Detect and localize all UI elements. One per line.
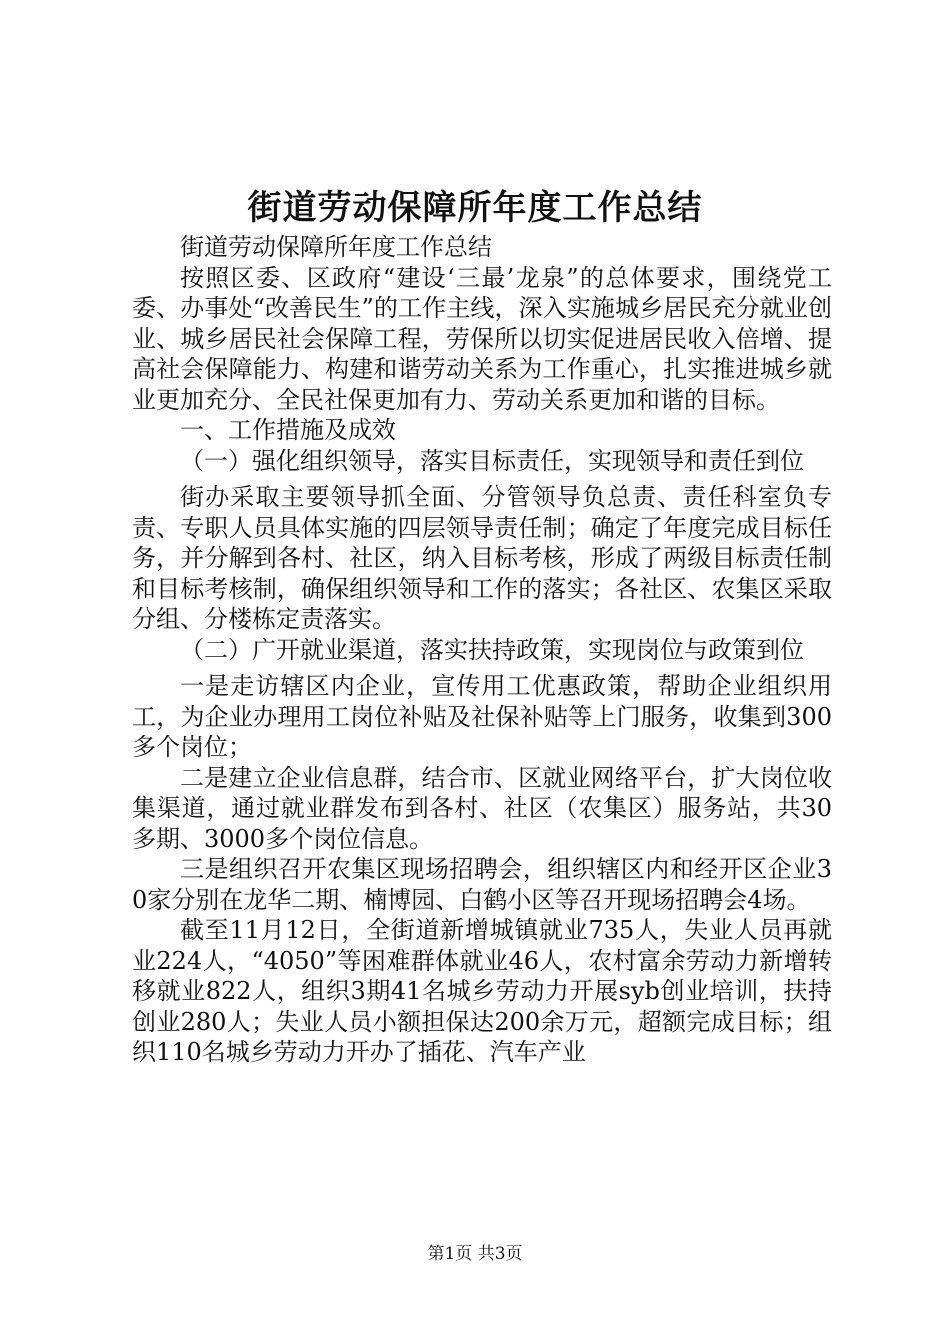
subsection-heading-2: （二）广开就业渠道，落实扶持政策，实现岗位与政策到位 <box>180 635 804 664</box>
paragraph-item-2: 二是建立企业信息群，结合市、区就业网络平台，扩大岗位收集渠道，通过就业群发布到各村、社区（农集区）服务站，共30多期、3000多个岗位信息。 <box>132 763 832 853</box>
paragraph-intro: 按照区委、区政府“建设‘三最’龙泉”的总体要求，围绕党工委、办事处“改善民生”的工作主线，深入实施城乡居民充分就业创业、城乡居民社会保障工程，劳保所以切实促进居民收入倍增、提高社会保障能力、构建和谐劳动关系为工作重心，扎实推进城乡就业更加充分、全民社保更加有力、劳动关系更加和谐的目标。 <box>132 263 832 414</box>
document-body <box>132 232 832 1068</box>
paragraph-subtitle: 街道劳动保障所年度工作总结 <box>180 233 492 261</box>
paragraph-responsibility: 街办采取主要领导抓全面、分管领导负总责、责任科室负专责、专职人员具体实施的四层领导责任制；确定了年度完成目标任务，并分解到各村、社区，纳入目标考核，形成了两级目标责任制和目标考核制，确保组织领导和工作的落实；各社区、农集区采取分组、分楼栋定责落实。 <box>132 483 832 633</box>
paragraph-item-3: 三是组织召开农集区现场招聘会，组织辖区内和经开区企业30家分别在龙华二期、楠博园、白鹤小区等召开现场招聘会4场。 <box>132 855 832 914</box>
paragraph-item-1: 一是走访辖区内企业，宣传用工优惠政策，帮助企业组织用工，为企业办理用工岗位补贴及社保补贴等上门服务，收集到300多个岗位； <box>132 672 832 761</box>
document-title: 街道劳动保障所年度工作总结 <box>247 188 703 228</box>
paragraph-statistics: 截至11月12日，全街道新增城镇就业735人，失业人员再就业224人，“4050”等困难群体就业46人，农村富余劳动力新增转移就业822人，组织3期41名城乡劳动力开展syb创业培训，扶持创业280人；失业人员小额担保达200余万元，超额完成目标；组织110名城乡劳动力开办了插花、汽车产业 <box>132 916 832 1066</box>
page-footer: 第1页 共3页 <box>427 1244 523 1264</box>
subsection-heading-1: （一）强化组织领导，落实目标责任，实现领导和责任到位 <box>180 446 804 475</box>
section-heading-measures: 一、工作措施及成效 <box>180 416 396 444</box>
